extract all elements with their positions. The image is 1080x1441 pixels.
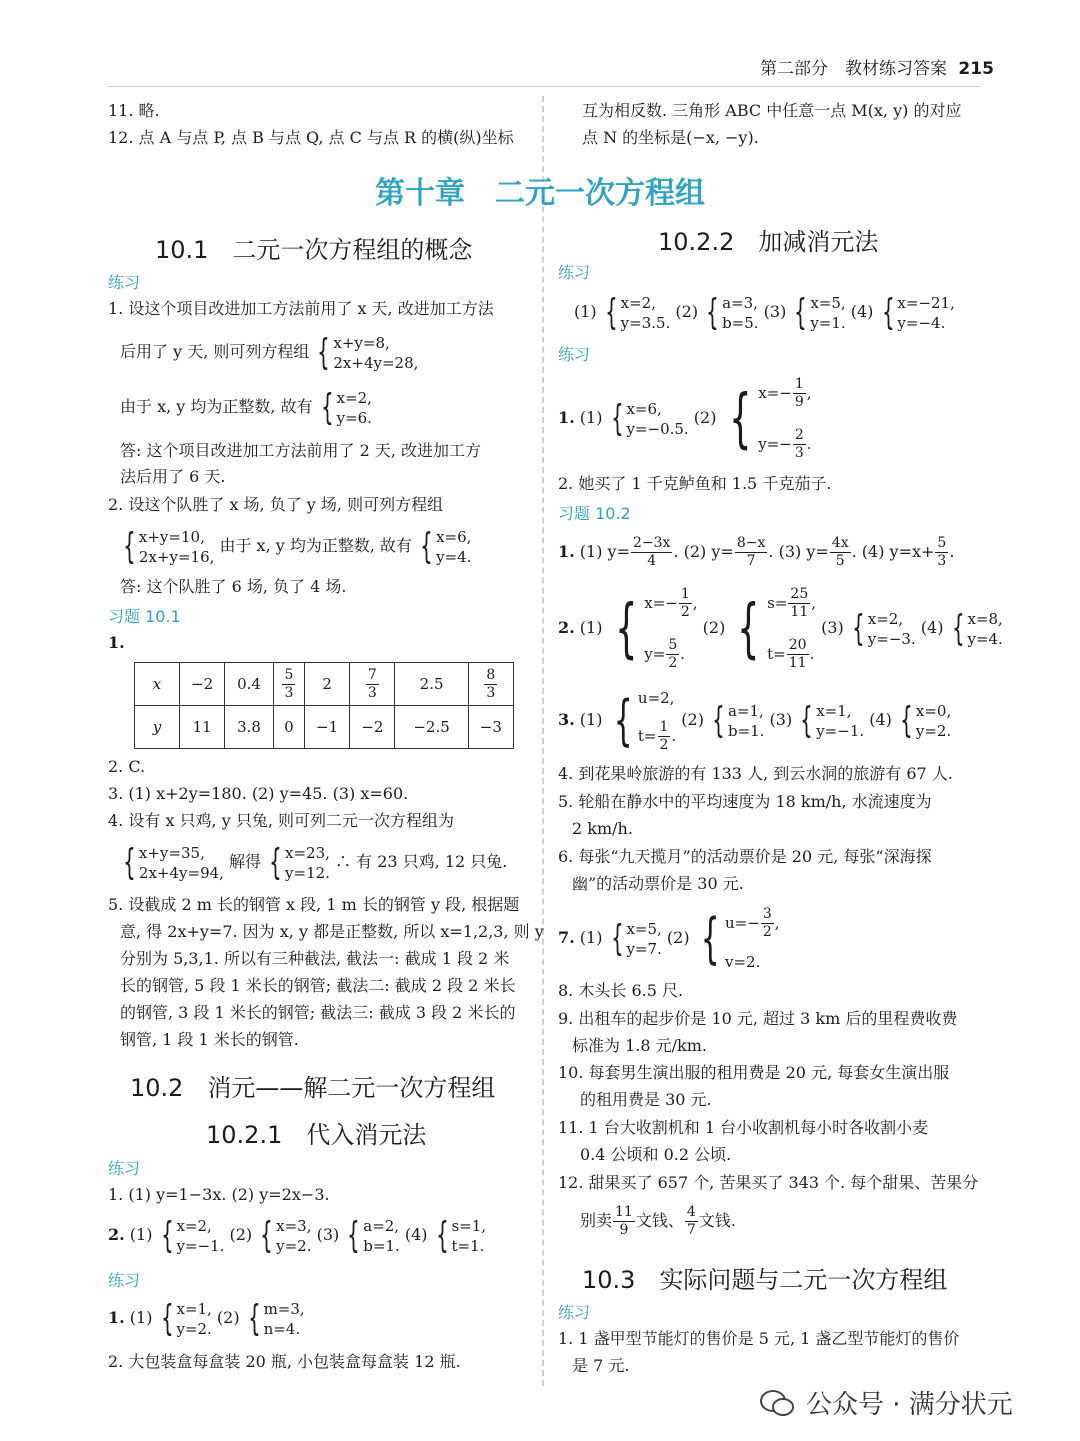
eq: a=2, [363,1216,400,1235]
h10-line: 10. 每套男生演出服的租用费是 20 元, 每套女生演出服 [558,1063,950,1082]
eq [638,719,676,754]
table-cell: 0 [273,706,304,749]
r-system-4: { x=−21, y=−4. [881,291,955,333]
eq [725,906,780,941]
h11-line: 11. 1 台大收割机和 1 台小收割机每小时各收割小麦 [558,1118,929,1137]
d2-system-2: { x=3, y=2. [260,1214,312,1256]
k1-line: 1. 1 盏甲型节能灯的售价是 5 元, 1 盏乙型节能灯的售价 [558,1329,960,1348]
num: 1 [680,585,690,602]
q1-system-1: { x+y=8, 2x+4y=28, [317,331,419,373]
item-11: 11. 略. [108,101,160,120]
table-cell: 3.8 [225,706,274,749]
num: 8−x [736,535,766,551]
num: 5 [284,666,294,683]
table-cell: −2 [350,706,395,749]
e1-system-2: { m=3, n=4. [247,1297,305,1339]
r-system-3: { x=5, y=1. [794,291,846,333]
eq-pre: x=− [758,384,792,402]
num: 25 [790,585,809,602]
eq-post: . [673,542,679,561]
num: 4 [686,1204,696,1220]
eq-pre: u=− [725,914,760,932]
h6-line: 6. 每张“九天揽月”的活动票价是 20 元, 每张“深海探 [558,847,932,866]
r1-system-1: { x=6, y=−0.5. [610,397,689,439]
t3: 3. (1) x+2y=180. (2) y=45. (3) x=60. [108,784,409,803]
eq-post: . [768,542,774,561]
d2-system-1: { x=2, y=−1. [160,1214,225,1256]
den: 2 [659,736,669,753]
h12-line1: 12. 甜果买了 657 个, 苦果买了 343 个. 每个甜果、苦果分 [558,1173,979,1192]
eq [758,376,811,411]
eq: x+y=35, [138,843,205,862]
t5-line: 意, 得 2x+y=7. 因为 x, y 都是正整数, 所以 x=1,2,3, 则 y [120,922,544,941]
eq: s=1, [451,1216,487,1235]
h1-label: 1. [558,542,575,561]
d1: 1. (1) y=1−3x. (2) y=2x−3. [108,1185,330,1204]
eq: y=−4. [897,313,946,332]
table-cell [350,663,395,706]
eq: 2x+y=16, [138,547,215,566]
eq: x=2, [620,293,656,312]
eq: x=1, [176,1299,212,1318]
eq-pre: y= [607,542,630,561]
eq: y=−1. [816,721,865,740]
d2-system-4: { s=1, t=1. [435,1214,487,1256]
e2: 2. 大包装盒每盒装 20 瓶, 小包装盒每盒装 12 瓶. [108,1352,461,1371]
eq [644,586,697,621]
k1-line: 是 7 元. [572,1356,630,1375]
section-10-2-title: 10.2 消元——解二元一次方程组 [130,1074,496,1102]
eq-post: . [806,435,812,453]
den: 4 [647,553,657,569]
e1-label: 1. [108,1308,125,1327]
r-system-2: { a=3, b=5. [706,291,759,333]
q1-answer-1: 答: 这个项目改进加工方法前用了 2 天, 改进加工方 [120,441,482,460]
table-row-y [135,706,514,749]
r2: 2. 她买了 1 千克鲈鱼和 1.5 千克茄子. [558,474,832,493]
eq: t=1. [451,1236,485,1255]
eq-pre: y= [806,542,829,561]
eq-pre: t= [637,727,657,745]
eq [758,427,811,462]
column-divider [542,96,544,1386]
eq: x=23, [285,843,330,862]
eq: x=6, [626,399,662,418]
den: 2 [762,923,772,940]
q1-answer-2: 法后用了 6 天. [120,467,226,486]
eq-post: . [949,542,955,561]
eq: y=−1. [176,1236,225,1255]
h9-line: 9. 出租车的起步价是 10 元, 超过 3 km 后的里程费收费 [558,1009,958,1028]
num: 11 [615,1204,633,1220]
h7-label: 7. [558,928,575,947]
eq: 2x+4y=28, [333,353,419,372]
eq: b=5. [722,313,759,332]
h9-line: 标准为 1.8 元/km. [572,1036,707,1055]
h3-system-4: { x=0, y=2. [900,699,952,741]
h10-line: 的租用费是 30 元. [580,1090,712,1109]
header-section: 第二部分 教材练习答案 [760,59,947,79]
eq: a=1, [727,701,764,720]
e1-system-1: { x=1, y=2. [160,1297,212,1339]
item-12-cont-2: 点 N 的坐标是(−x, −y). [582,128,759,147]
den: 3 [794,444,804,461]
item-12-cont-1: 互为相反数. 三角形 ABC 中任意一点 M(x, y) 的对应 [582,101,962,120]
h2-system-2: { s= $\frac{25}{11}$ , t= $\frac{20}{11}$ . [737,585,817,671]
eq: x=6, [436,527,472,546]
item-12: 12. 点 A 与点 P, 点 B 与点 Q, 点 C 与点 R 的横(纵)坐标 [108,128,514,147]
num: 20 [788,636,807,653]
eq: x=3, [276,1216,312,1235]
section-10-2-2-title: 10.2.2 加减消元法 [658,228,879,256]
eq: y=6. [336,408,372,427]
table-cell: 0.4 [225,663,274,706]
h2-label: 2. [558,618,575,637]
eq: 2x+4y=94, [138,863,224,882]
eq-pre: x=− [644,594,678,612]
eq: x=8, [967,609,1003,628]
eq: a=3, [722,293,758,312]
eq-post: . [851,542,857,561]
eq: x+y=10, [138,527,205,546]
num: 2 [794,426,804,443]
watermark-text: 公众号 · 满分状元 [806,1389,1013,1420]
h2-system-3: { x=2, y=−3. [852,607,916,649]
h2-system-1: { x=− $\frac{1}{2}$ , y= $\frac{5}{2}$ . [614,585,698,671]
t4-end: ∴ 有 23 只鸡, 12 只兔. [335,852,508,871]
r1-system-2: { x=− $\frac{1}{9}$ , y=− $\frac{2}{3}$ . [728,375,812,461]
q1-line1: 1. 设这个项目改进加工方法前用了 x 天, 改进加工方法 [108,299,494,318]
eq-post: , [774,914,780,932]
eq-pre: y= [644,645,666,663]
h11-line: 0.4 公顷和 0.2 公顷. [580,1145,732,1164]
den: 7 [746,553,756,569]
den: 3 [284,684,294,701]
eq: x=0, [915,701,952,720]
h3-label: 3. [558,710,575,729]
num: 7 [367,666,377,683]
xiti-10-1-label: 习题 10.1 [108,607,181,626]
q1-text-3: 由于 x, y 均为正整数, 故有 [120,397,313,416]
t5-line: 分别为 5,3,1. 所以有三种截法, 截法一: 截成 1 段 2 米 [120,949,510,968]
r1-label: 1. [558,408,575,427]
eq-post: , [811,594,817,612]
t4-system-2: { x=23, y=12. [269,841,330,883]
d2-label: 2. [108,1225,125,1244]
num: 5 [668,636,678,653]
t4-line2 [120,840,507,884]
lianxi-label-r3: 练习 [558,1303,591,1322]
eq: x=2, [336,388,372,407]
eq: b=1. [727,721,765,740]
xiti-10-2-label: 习题 10.2 [558,504,631,523]
eq-post: , [806,384,812,402]
h8: 8. 木头长 6.5 尺. [558,981,684,1000]
table-cell [468,663,513,706]
eq [767,637,816,672]
lianxi-label-3: 练习 [108,1271,141,1290]
t5-line: 5. 设截成 2 m 长的钢管 x 段, 1 m 长的钢管 y 段, 根据题 [108,895,520,914]
eq-post: , [692,594,698,612]
num: 1 [794,375,804,392]
q1-line2 [120,330,418,374]
h5-line: 2 km/h. [572,819,633,838]
h7-system-1: { x=5, y=7. [610,917,662,959]
eq [644,637,697,672]
den: 3 [486,684,496,701]
h3-system-2: { a=1, b=1. [712,699,765,741]
den: 11 [788,654,807,671]
table-cell: −3 [468,706,513,749]
section-10-2-1-title: 10.2.1 代入消元法 [206,1121,427,1149]
eq: v=2. [725,952,761,971]
q2-line2 [120,524,471,568]
table-cell: −2 [180,663,225,706]
table-cell: 11 [180,706,225,749]
eq: x=1, [816,701,852,720]
d2-system-3: { a=2, b=1. [347,1214,400,1256]
d2: 2. (1) { x=2, y=−1. (2) { x=3, y=2. (3) { a=2, b=1. (4) { s=1, t=1. [108,1214,487,1256]
t5-line: 长的钢管, 5 段 1 米长的钢管; 截法二: 截成 2 段 2 米长 [120,976,516,995]
r1: 1. (1) { x=6, y=−0.5. (2) { x=− $\frac{1}{9}$ , y=− $\frac{2}{3}$ . [558,375,812,461]
r-systems: (1) { x=2, y=3.5. (2) { a=3, b=5. (3) { x=5, y=1. (4) { x=−21, y=−4. [574,291,955,333]
eq-pre: s= [767,594,788,612]
eq: y=7. [626,939,662,958]
running-header [760,54,994,79]
num: 2−3x [633,535,671,551]
h5-line: 5. 轮船在静水中的平均速度为 18 km/h, 水流速度为 [558,792,932,811]
num: 8 [486,666,496,683]
lianxi-label-1: 练习 [108,273,141,292]
eq: x+y=8, [333,333,390,352]
section-10-3-title: 10.3 实际问题与二元一次方程组 [582,1266,948,1294]
r-system-1: { x=2, y=3.5. [604,291,671,333]
eq: y=4. [436,547,472,566]
eq: y=2. [276,1236,312,1255]
table-cell-y-label: y [135,706,180,749]
num: 5 [937,535,947,551]
eq-pre: y= [711,542,734,561]
den: 11 [790,603,809,620]
h12-pre: 别卖 [580,1211,613,1230]
t4-mid: 解得 [229,852,262,871]
t4-line1: 4. 设有 x 只鸡, y 只兔, 则可列二元一次方程组为 [108,811,455,830]
eq-post: . [809,645,815,663]
h2-system-4: { x=8, y=4. [951,607,1003,649]
value-table [134,662,514,749]
q2-line1: 2. 设这个队胜了 x 场, 负了 y 场, 则可列方程组 [108,495,444,514]
table-cell: 2.5 [395,663,468,706]
eq: y=−0.5. [626,419,689,438]
h1: 1. (1) y= $\frac{2-3x}{4}$ . (2) y= $\frac{8-x}{7}$ . (3) y= $\frac{4x}{5}$ . (4) y=x+ $\frac{5}{3}$ . [558,535,955,569]
h12-mid: 文钱、 [635,1211,684,1230]
eq: x=5, [810,293,846,312]
wechat-icon [760,1388,794,1416]
h3-system-3: { x=1, y=−1. [800,699,865,741]
eq: x=−21, [897,293,955,312]
eq: y=2. [915,721,952,740]
h2: 2. (1) { x=− $\frac{1}{2}$ , y= $\frac{5}{2}$ . (2) { s= $\frac{25}{11}$ , t= $\frac{20}{11}$ . (3) { x=2, y=−3. (4) { x=8, y=4. [558,585,1003,671]
eq: y=3.5. [620,313,671,332]
h6-line: 幽”的活动票价是 30 元. [572,874,744,893]
page-number: 215 [958,59,994,79]
eq: m=3, [263,1299,305,1318]
eq: n=4. [263,1319,301,1338]
eq: x=5, [626,919,662,938]
eq: y=4. [967,629,1003,648]
h12-post: 文钱. [698,1211,736,1230]
table-cell: −1 [305,706,350,749]
chapter-title: 第十章 二元一次方程组 [375,176,705,211]
table-cell: −2.5 [395,706,468,749]
lianxi-label-r1: 练习 [558,263,591,282]
q1-system-2: { x=2, y=6. [320,386,372,428]
eq-pre: y=x+ [889,542,935,561]
h3-system-1: { u=2, t= $\frac{1}{2}$ . [613,688,677,753]
h12-line2 [580,1198,736,1244]
t5-line: 钢管, 1 段 1 米长的钢管. [120,1030,299,1049]
den: 7 [686,1222,696,1238]
watermark [760,1380,1013,1424]
eq: x=2, [176,1216,212,1235]
eq: y=12. [285,863,330,882]
eq: b=1. [363,1236,400,1255]
q1-text: 后用了 y 天, 则可列方程组 [120,342,310,361]
den: 3 [367,684,377,701]
den: 3 [937,553,947,569]
e1: 1. (1) { x=1, y=2. (2) { m=3, n=4. [108,1297,305,1339]
q2-answer: 答: 这个队胜了 6 场, 负了 4 场. [120,577,347,596]
h4: 4. 到花果岭旅游的有 133 人, 到云水洞的旅游有 67 人. [558,764,953,783]
q2-mid-text: 由于 x, y 均为正整数, 故有 [219,536,413,555]
den: 9 [619,1222,629,1238]
table-row-x [135,663,514,706]
eq: y=−3. [867,629,916,648]
eq: u=2, [637,688,675,707]
eq: x=2, [867,609,904,628]
table-cell [273,663,304,706]
h7: 7. (1) { x=5, y=7. (2) { u=− $\frac{3}{2}$ , v=2. [558,905,780,971]
den: 5 [835,553,845,569]
eq-post: . [680,645,686,663]
eq: y=2. [176,1319,212,1338]
t1-label: 1. [108,633,125,652]
den: 2 [680,603,690,620]
table-cell: 2 [305,663,350,706]
num: 3 [762,905,772,922]
eq: y=1. [810,313,846,332]
den: 9 [794,393,804,410]
t4-system-1: { x+y=35, 2x+4y=94, [123,841,224,883]
lianxi-label-2: 练习 [108,1159,141,1178]
eq [767,586,816,621]
num: 4x [831,535,849,551]
eq-pre: t= [767,645,786,663]
t5-line: 的钢管, 3 段 1 米长的钢管; 截法三: 截成 3 段 2 米长的 [120,1003,516,1022]
table-cell-x-label: x [135,663,180,706]
eq-pre: y=− [758,435,792,453]
t2: 2. C. [108,757,146,776]
header-rule [108,86,980,87]
den: 2 [668,654,678,671]
h3: 3. (1) { u=2, t= $\frac{1}{2}$ . (2) { a=1, b=1. (3) { x=1, y=−1. (4) { x=0, y=2. [558,688,952,753]
q2-system-2: { x=6, y=4. [420,525,472,567]
section-10-1-title: 10.1 二元一次方程组的概念 [155,236,473,264]
h7-system-2: { u=− $\frac{3}{2}$ , v=2. [700,905,780,971]
eq-post: . [671,727,677,745]
lianxi-label-r2: 练习 [558,345,591,364]
num: 1 [659,718,669,735]
q2-system-1: { x+y=10, 2x+y=16, [123,525,215,567]
q1-line3 [120,385,372,429]
